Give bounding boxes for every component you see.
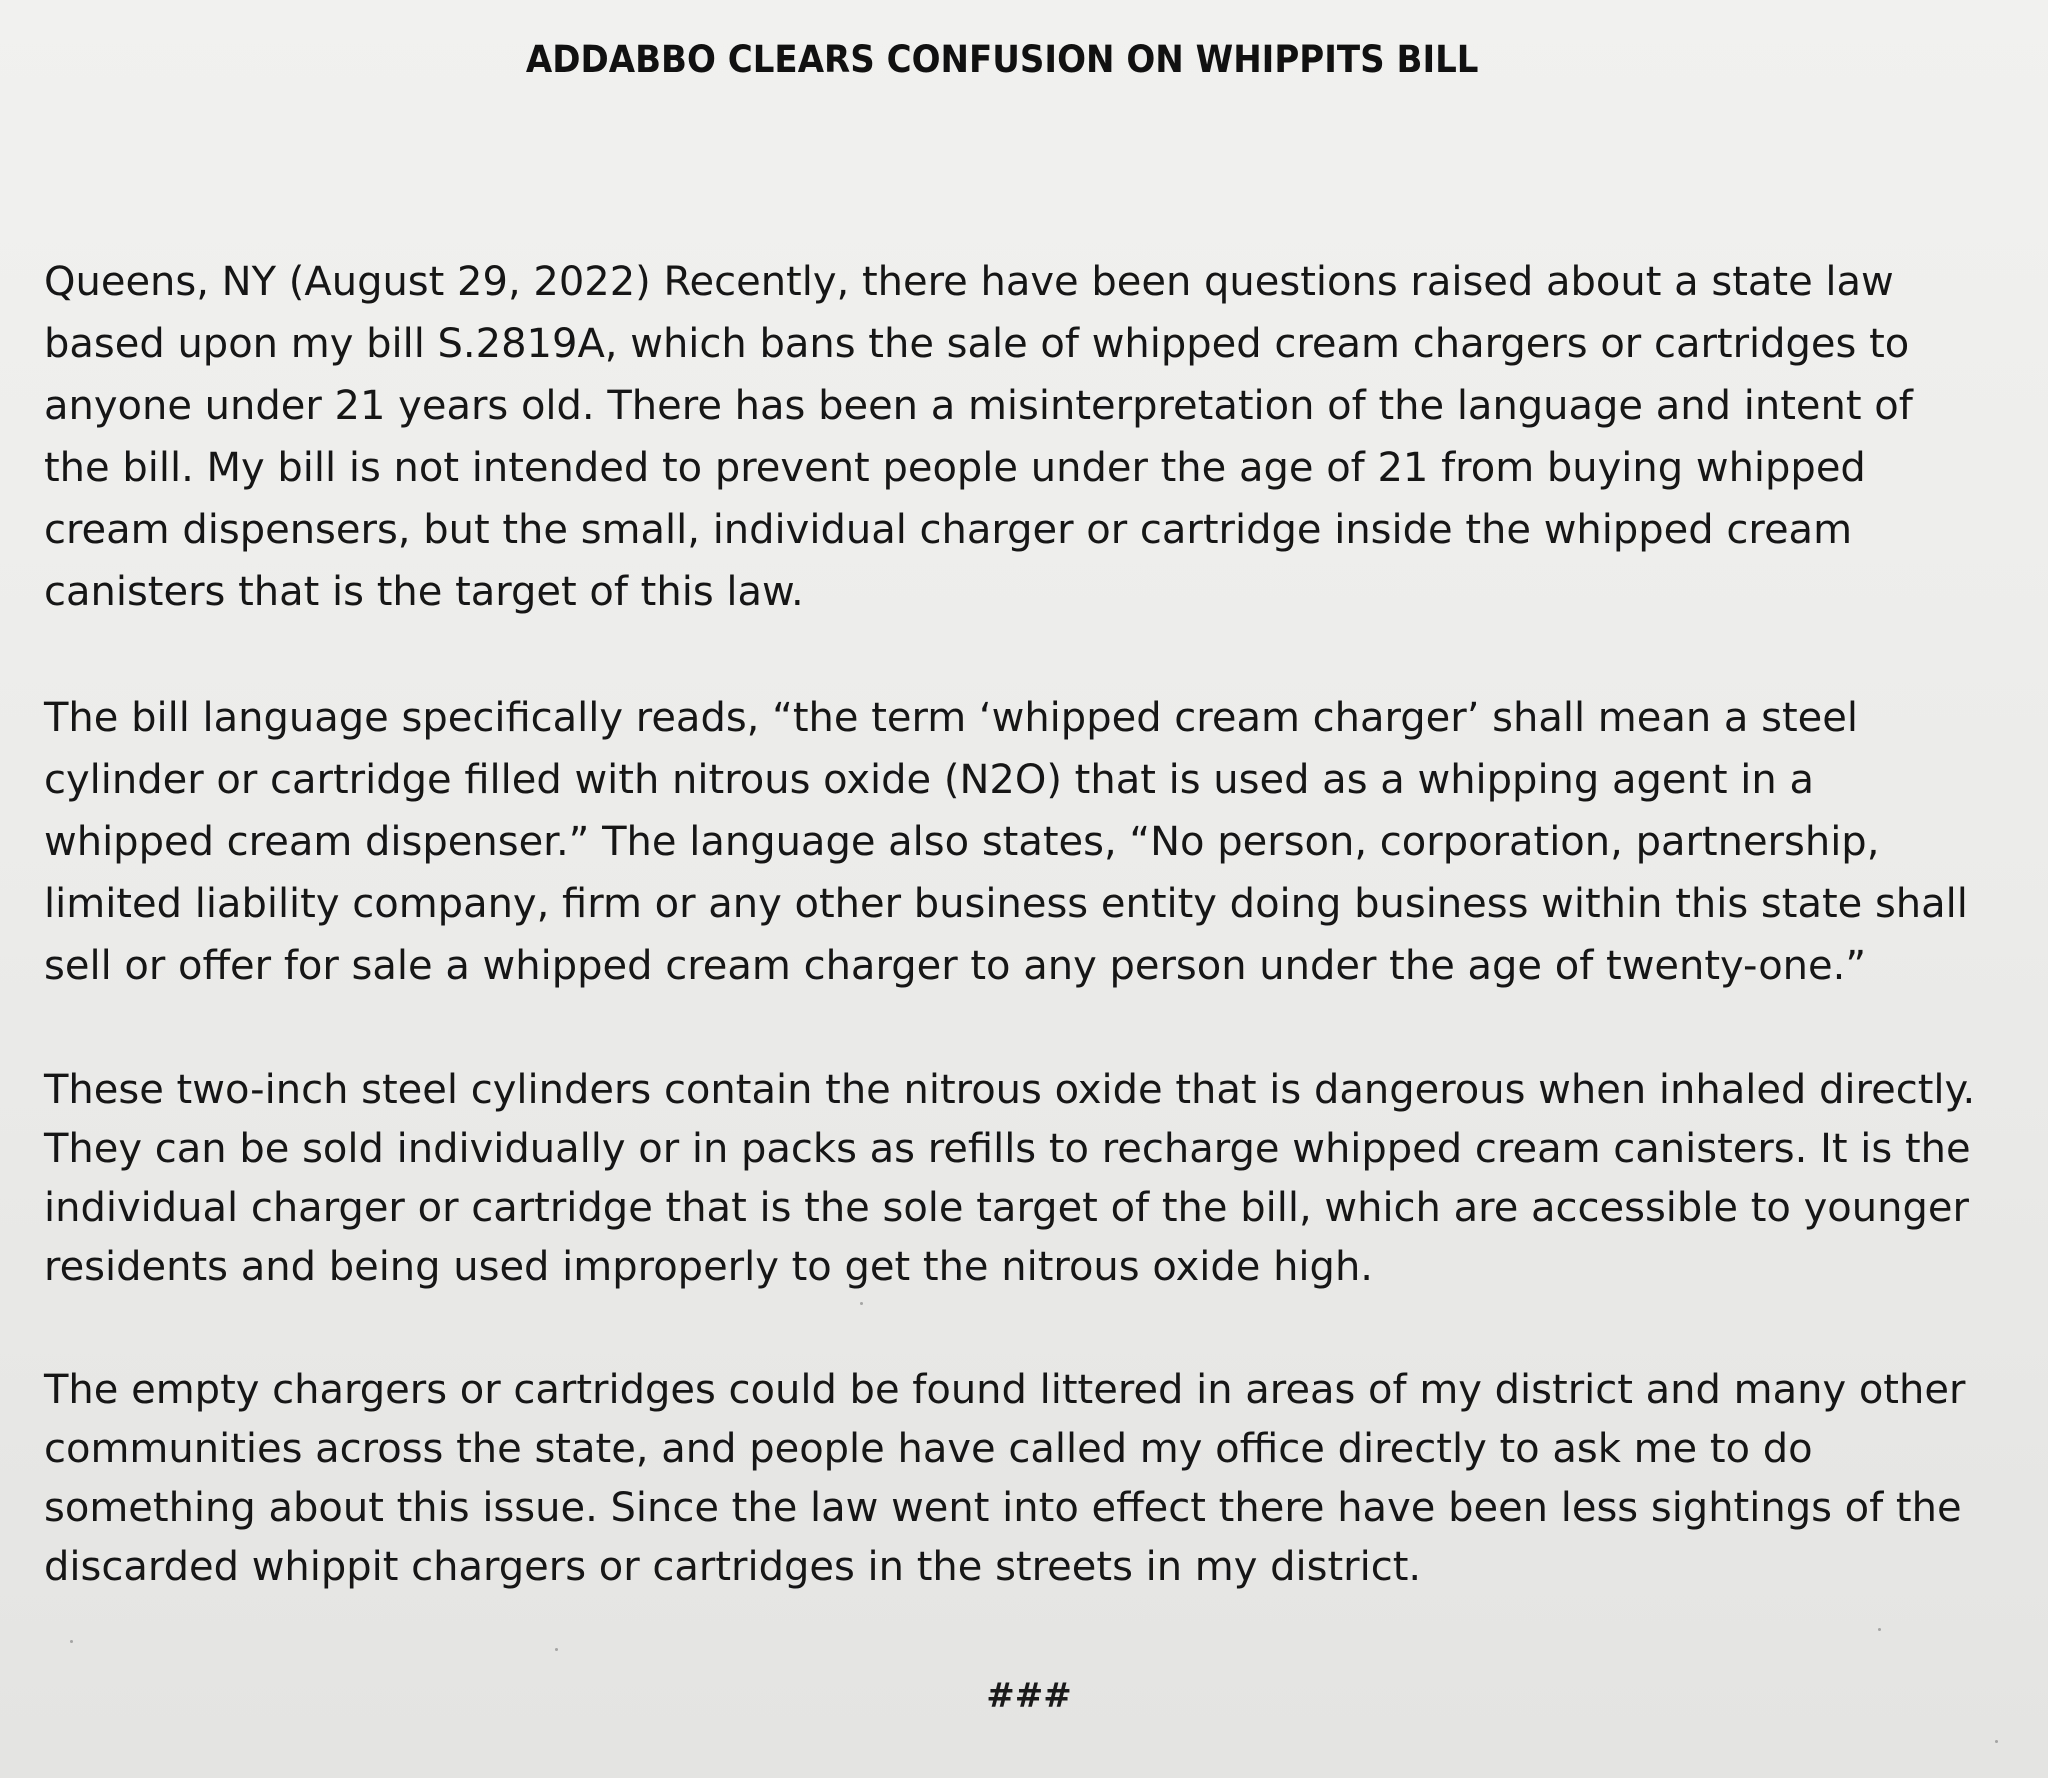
paper-speck [1878,1628,1881,1631]
paper-speck [555,1648,558,1651]
document-body [44,251,1988,1597]
document-title: ADDABBO CLEARS CONFUSION ON WHIPPITS BILL [525,38,1479,81]
paper-speck [70,1640,73,1643]
paragraph-cylinders: These two-inch steel cylinders contain the nitrous oxide that is dangerous when inhaled directly. They can be sold individually or in packs as refills to recharge whipped cream canisters. It is the individual charger or cartridge that is the sole target of the bill, which are accessible to younger residents and being used improperly to get the nitrous oxide high. [44,1067,1976,1290]
paragraph-intro: Queens, NY (August 29, 2022) Recently, there have been questions raised about a state law based upon my bill S.2819A, which bans the sale of whipped cream chargers or cartridges to anyone under 21 years old. There has been a misinterpretation of the language and intent of the bill. My bill is not intended to prevent people under the age of 21 from buying whipped cream dispensers, but the small, individual charger or cartridge inside the whipped cream canisters that is the target of this law. [44,259,1913,615]
paper-speck [860,1302,863,1305]
paper-speck [1995,1740,1998,1743]
end-of-release-mark: ### [986,1676,1072,1716]
paragraph-bill-language: The bill language specifically reads, “the term ‘whipped cream charger’ shall mean a steel cylinder or cartridge filled with nitrous oxide (N2O) that is used as a whipping agent in a whipped cream dispenser.” The language also states, “No person, corporation, partnership, limited liability company, firm or any other business entity doing business within this state shall sell or offer for sale a whipped cream charger to any person under the age of twenty-one.” [44,695,1968,989]
paragraph-littering: The empty chargers or cartridges could be found littered in areas of my district and many other communities across the state, and people have called my office directly to ask me to do something about this issue. Since the law went into effect there have been less sightings of the discarded whippit chargers or cartridges in the streets in my district. [44,1367,1966,1590]
